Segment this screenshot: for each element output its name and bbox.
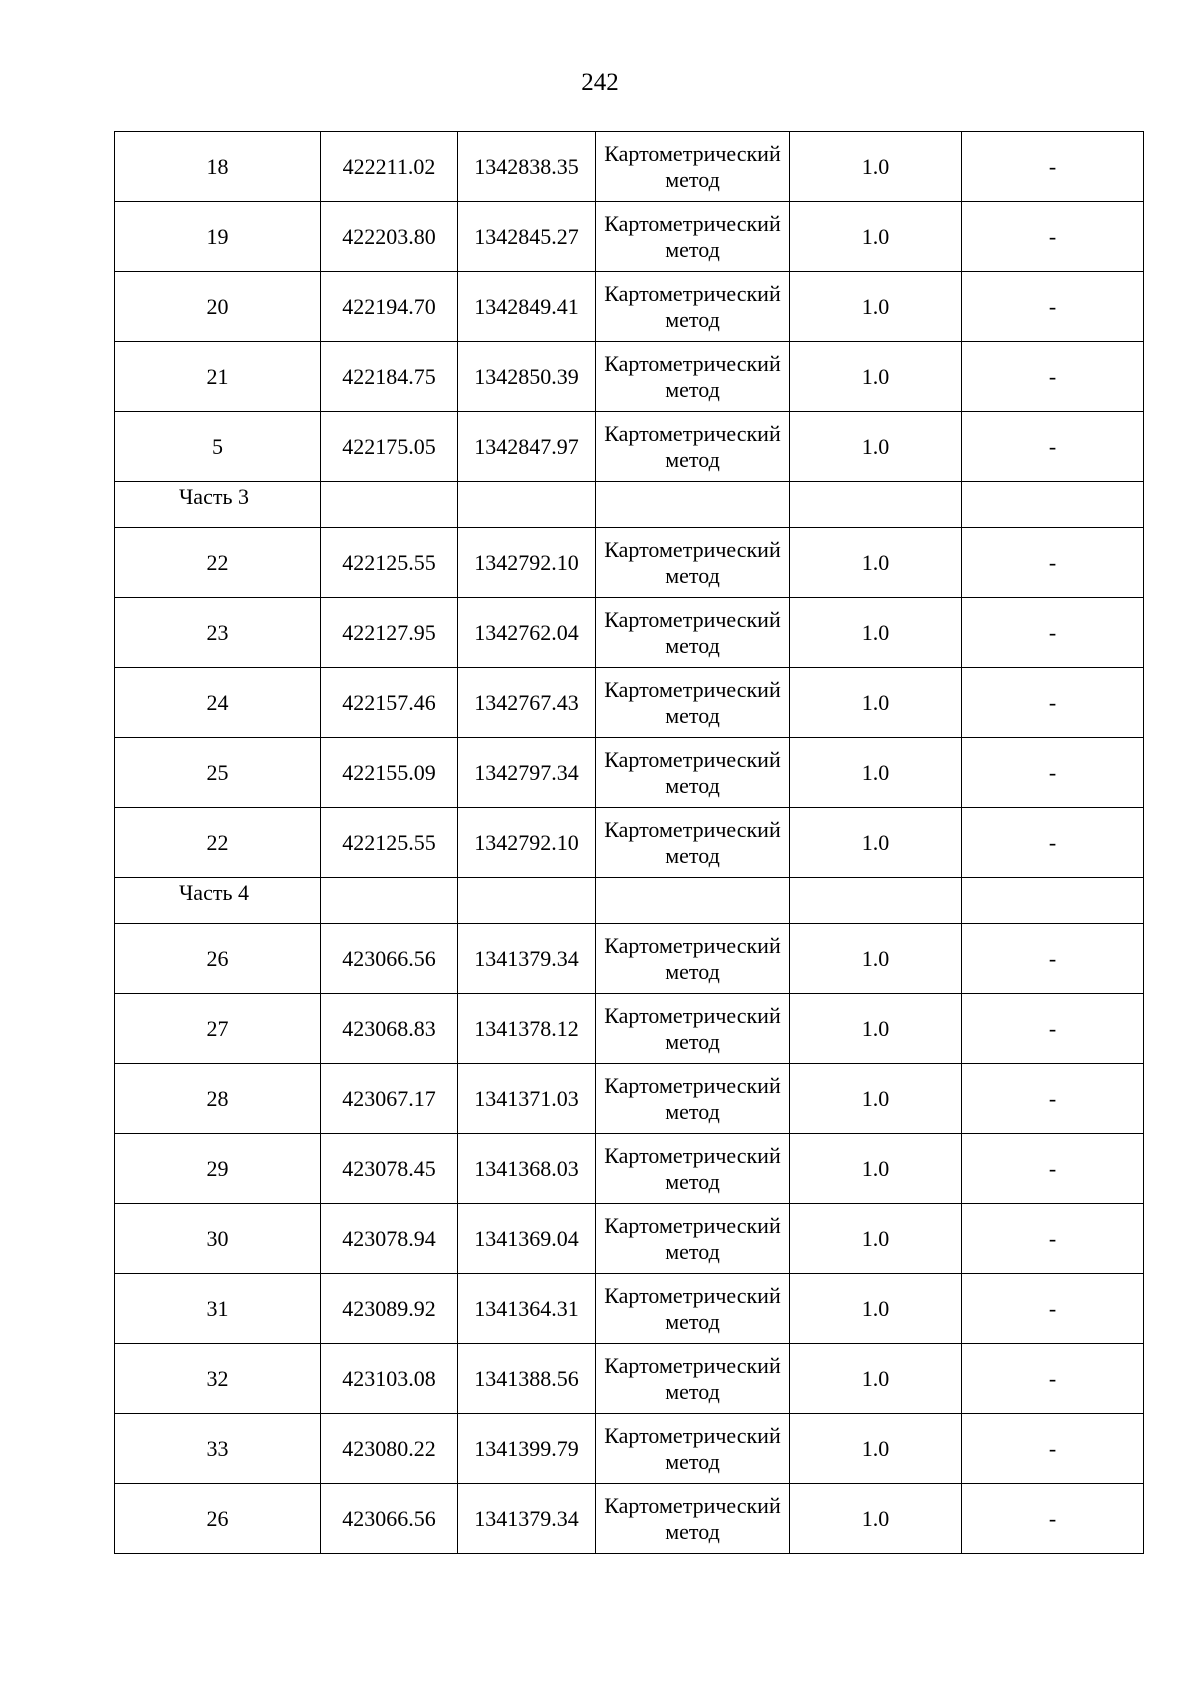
note-cell: - [962,342,1144,412]
x-coordinate-cell: 422194.70 [321,272,458,342]
method-line-1: Картометрический [604,1212,781,1238]
y-coordinate-cell: 1342847.97 [458,412,596,482]
method-line-1: Картометрический [604,746,781,772]
accuracy-cell: 1.0 [790,272,962,342]
method-cell [596,738,790,808]
accuracy-cell: 1.0 [790,528,962,598]
x-coordinate-cell: 423078.45 [321,1134,458,1204]
point-id-cell: 30 [115,1204,321,1274]
method-line-2: метод [665,958,720,984]
method-cell [596,412,790,482]
y-coordinate-cell: 1341399.79 [458,1414,596,1484]
method-cell [596,1344,790,1414]
empty-cell [962,878,1144,924]
x-coordinate-cell: 422184.75 [321,342,458,412]
point-id-cell: 27 [115,994,321,1064]
accuracy-cell: 1.0 [790,132,962,202]
method-line-1: Картометрический [604,536,781,562]
method-cell [596,132,790,202]
empty-cell [321,482,458,528]
x-coordinate-cell: 423103.08 [321,1344,458,1414]
point-id-cell: 22 [115,808,321,878]
point-id-cell: 32 [115,1344,321,1414]
x-coordinate-cell: 422125.55 [321,528,458,598]
method-line-2: метод [665,1308,720,1334]
y-coordinate-cell: 1341379.34 [458,924,596,994]
accuracy-cell: 1.0 [790,994,962,1064]
x-coordinate-cell: 422157.46 [321,668,458,738]
method-line-1: Картометрический [604,420,781,446]
method-line-2: метод [665,842,720,868]
table-row [115,1064,1144,1134]
note-cell: - [962,924,1144,994]
accuracy-cell: 1.0 [790,1344,962,1414]
accuracy-cell: 1.0 [790,1484,962,1554]
point-id-cell: 31 [115,1274,321,1344]
point-id-cell: 25 [115,738,321,808]
point-id-cell: 19 [115,202,321,272]
part-label: Часть 4 [115,878,321,924]
accuracy-cell: 1.0 [790,1204,962,1274]
y-coordinate-cell: 1342850.39 [458,342,596,412]
x-coordinate-cell: 422211.02 [321,132,458,202]
accuracy-cell: 1.0 [790,412,962,482]
method-line-2: метод [665,1448,720,1474]
note-cell: - [962,1344,1144,1414]
method-cell [596,598,790,668]
point-id-cell: 18 [115,132,321,202]
method-line-2: метод [665,1238,720,1264]
accuracy-cell: 1.0 [790,668,962,738]
empty-cell [596,482,790,528]
method-cell [596,202,790,272]
note-cell: - [962,1484,1144,1554]
note-cell: - [962,1204,1144,1274]
method-cell [596,1064,790,1134]
note-cell: - [962,808,1144,878]
x-coordinate-cell: 422125.55 [321,808,458,878]
empty-cell [962,482,1144,528]
point-id-cell: 33 [115,1414,321,1484]
note-cell: - [962,1064,1144,1134]
method-line-1: Картометрический [604,1422,781,1448]
table-row [115,598,1144,668]
part-row [115,878,1144,924]
point-id-cell: 20 [115,272,321,342]
empty-cell [458,878,596,924]
table-row [115,668,1144,738]
coordinates-table-body [115,132,1144,1554]
accuracy-cell: 1.0 [790,342,962,412]
table-row [115,1204,1144,1274]
method-line-2: метод [665,1168,720,1194]
table-row [115,1344,1144,1414]
method-line-1: Картометрический [604,816,781,842]
x-coordinate-cell: 422175.05 [321,412,458,482]
method-line-1: Картометрический [604,1492,781,1518]
table-row [115,528,1144,598]
method-line-1: Картометрический [604,210,781,236]
point-id-cell: 24 [115,668,321,738]
method-line-1: Картометрический [604,1002,781,1028]
note-cell: - [962,132,1144,202]
coordinates-table [114,131,1144,1554]
x-coordinate-cell: 423066.56 [321,924,458,994]
table-row [115,202,1144,272]
x-coordinate-cell: 422155.09 [321,738,458,808]
method-line-2: метод [665,306,720,332]
note-cell: - [962,412,1144,482]
y-coordinate-cell: 1342845.27 [458,202,596,272]
note-cell: - [962,738,1144,808]
method-line-2: метод [665,702,720,728]
x-coordinate-cell: 423089.92 [321,1274,458,1344]
method-cell [596,924,790,994]
y-coordinate-cell: 1341378.12 [458,994,596,1064]
point-id-cell: 23 [115,598,321,668]
note-cell: - [962,1414,1144,1484]
method-line-2: метод [665,236,720,262]
y-coordinate-cell: 1341368.03 [458,1134,596,1204]
empty-cell [790,482,962,528]
y-coordinate-cell: 1342767.43 [458,668,596,738]
point-id-cell: 26 [115,924,321,994]
method-line-2: метод [665,1098,720,1124]
method-cell [596,528,790,598]
table-row [115,924,1144,994]
accuracy-cell: 1.0 [790,1064,962,1134]
point-id-cell: 22 [115,528,321,598]
accuracy-cell: 1.0 [790,808,962,878]
method-line-1: Картометрический [604,1142,781,1168]
method-line-2: метод [665,772,720,798]
accuracy-cell: 1.0 [790,738,962,808]
note-cell: - [962,1134,1144,1204]
empty-cell [321,878,458,924]
table-row [115,132,1144,202]
table-row [115,272,1144,342]
method-line-1: Картометрический [604,350,781,376]
empty-cell [790,878,962,924]
method-cell [596,1274,790,1344]
method-line-2: метод [665,1518,720,1544]
method-line-1: Картометрический [604,280,781,306]
part-row [115,482,1144,528]
note-cell: - [962,1274,1144,1344]
y-coordinate-cell: 1341369.04 [458,1204,596,1274]
note-cell: - [962,528,1144,598]
y-coordinate-cell: 1341371.03 [458,1064,596,1134]
empty-cell [458,482,596,528]
y-coordinate-cell: 1341388.56 [458,1344,596,1414]
point-id-cell: 21 [115,342,321,412]
note-cell: - [962,598,1144,668]
method-line-2: метод [665,1028,720,1054]
point-id-cell: 5 [115,412,321,482]
method-cell [596,1204,790,1274]
y-coordinate-cell: 1342849.41 [458,272,596,342]
accuracy-cell: 1.0 [790,1134,962,1204]
table-row [115,1274,1144,1344]
y-coordinate-cell: 1342797.34 [458,738,596,808]
x-coordinate-cell: 423067.17 [321,1064,458,1134]
method-line-1: Картометрический [604,1282,781,1308]
accuracy-cell: 1.0 [790,1274,962,1344]
point-id-cell: 26 [115,1484,321,1554]
point-id-cell: 28 [115,1064,321,1134]
method-cell [596,1414,790,1484]
method-cell [596,668,790,738]
y-coordinate-cell: 1341364.31 [458,1274,596,1344]
table-row [115,994,1144,1064]
table-row [115,342,1144,412]
method-line-2: метод [665,1378,720,1404]
method-line-2: метод [665,562,720,588]
method-line-2: метод [665,376,720,402]
accuracy-cell: 1.0 [790,202,962,272]
table-row [115,1484,1144,1554]
method-cell [596,272,790,342]
y-coordinate-cell: 1342762.04 [458,598,596,668]
method-line-2: метод [665,446,720,472]
note-cell: - [962,994,1144,1064]
table-row [115,738,1144,808]
x-coordinate-cell: 423078.94 [321,1204,458,1274]
method-cell [596,808,790,878]
x-coordinate-cell: 423068.83 [321,994,458,1064]
point-id-cell: 29 [115,1134,321,1204]
method-line-2: метод [665,632,720,658]
table-row [115,1414,1144,1484]
method-cell [596,1484,790,1554]
note-cell: - [962,668,1144,738]
y-coordinate-cell: 1342792.10 [458,528,596,598]
table-row [115,1134,1144,1204]
x-coordinate-cell: 422203.80 [321,202,458,272]
x-coordinate-cell: 423066.56 [321,1484,458,1554]
method-line-1: Картометрический [604,1072,781,1098]
method-line-1: Картометрический [604,1352,781,1378]
empty-cell [596,878,790,924]
note-cell: - [962,272,1144,342]
method-line-1: Картометрический [604,606,781,632]
method-line-2: метод [665,166,720,192]
method-line-1: Картометрический [604,140,781,166]
x-coordinate-cell: 422127.95 [321,598,458,668]
table-row [115,808,1144,878]
y-coordinate-cell: 1342838.35 [458,132,596,202]
accuracy-cell: 1.0 [790,924,962,994]
part-label: Часть 3 [115,482,321,528]
y-coordinate-cell: 1341379.34 [458,1484,596,1554]
table-row [115,412,1144,482]
method-line-1: Картометрический [604,676,781,702]
method-cell [596,342,790,412]
accuracy-cell: 1.0 [790,598,962,668]
page-number: 242 [581,69,619,96]
x-coordinate-cell: 423080.22 [321,1414,458,1484]
note-cell: - [962,202,1144,272]
accuracy-cell: 1.0 [790,1414,962,1484]
y-coordinate-cell: 1342792.10 [458,808,596,878]
method-cell [596,1134,790,1204]
method-cell [596,994,790,1064]
method-line-1: Картометрический [604,932,781,958]
